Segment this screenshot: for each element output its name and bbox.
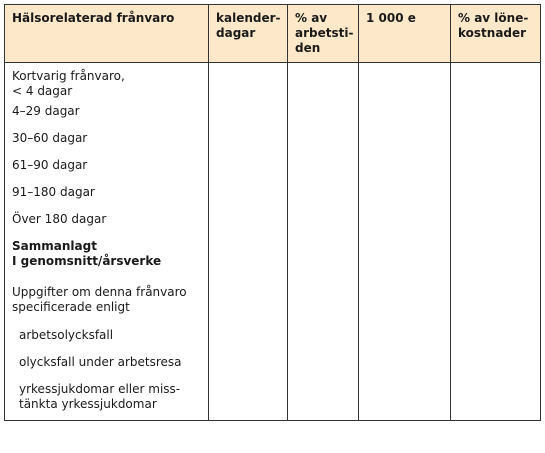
- row-label-work-accidents: arbetsolycksfall: [19, 328, 114, 342]
- thousand-euro-value-cell: [359, 63, 451, 421]
- header-thousand-euro: 1 000 e: [359, 5, 451, 63]
- table-body-row: [5, 63, 541, 421]
- row-label-30-60-days: 30–60 dagar: [12, 131, 88, 145]
- row-label-total-average: Sammanlagt I genomsnitt/årsverke: [12, 239, 162, 268]
- header-calendar-days: kalender- dagar: [209, 5, 288, 63]
- row-labels-cell: [5, 63, 209, 421]
- row-label-specification-intro: Uppgifter om denna frånvaro specificerade enligt: [12, 285, 187, 314]
- row-label-91-180-days: 91–180 dagar: [12, 185, 95, 199]
- row-label-commuting-accidents: olycksfall under arbetsresa: [19, 355, 182, 369]
- header-health-absence: Hälsorelaterad frånvaro: [5, 5, 209, 63]
- row-label-occupational-diseases: yrkessjukdomar eller miss- tänkta yrkessjukdomar: [19, 382, 181, 411]
- absence-report-table: [4, 4, 541, 421]
- row-label-61-90-days: 61–90 dagar: [12, 158, 88, 172]
- percent-working-time-value-cell: [288, 63, 359, 421]
- table-header-row: [5, 5, 541, 63]
- header-percent-working-time: % av arbetsti- den: [288, 5, 359, 63]
- calendar-days-value-cell: [209, 63, 288, 421]
- row-label-short-absence: Kortvarig frånvaro, < 4 dagar: [12, 69, 125, 98]
- row-label-4-29-days: 4–29 dagar: [12, 104, 80, 118]
- header-percent-wage-costs: % av löne- kostnader: [451, 5, 541, 63]
- row-label-over-180-days: Över 180 dagar: [12, 212, 107, 226]
- percent-wage-costs-value-cell: [451, 63, 541, 421]
